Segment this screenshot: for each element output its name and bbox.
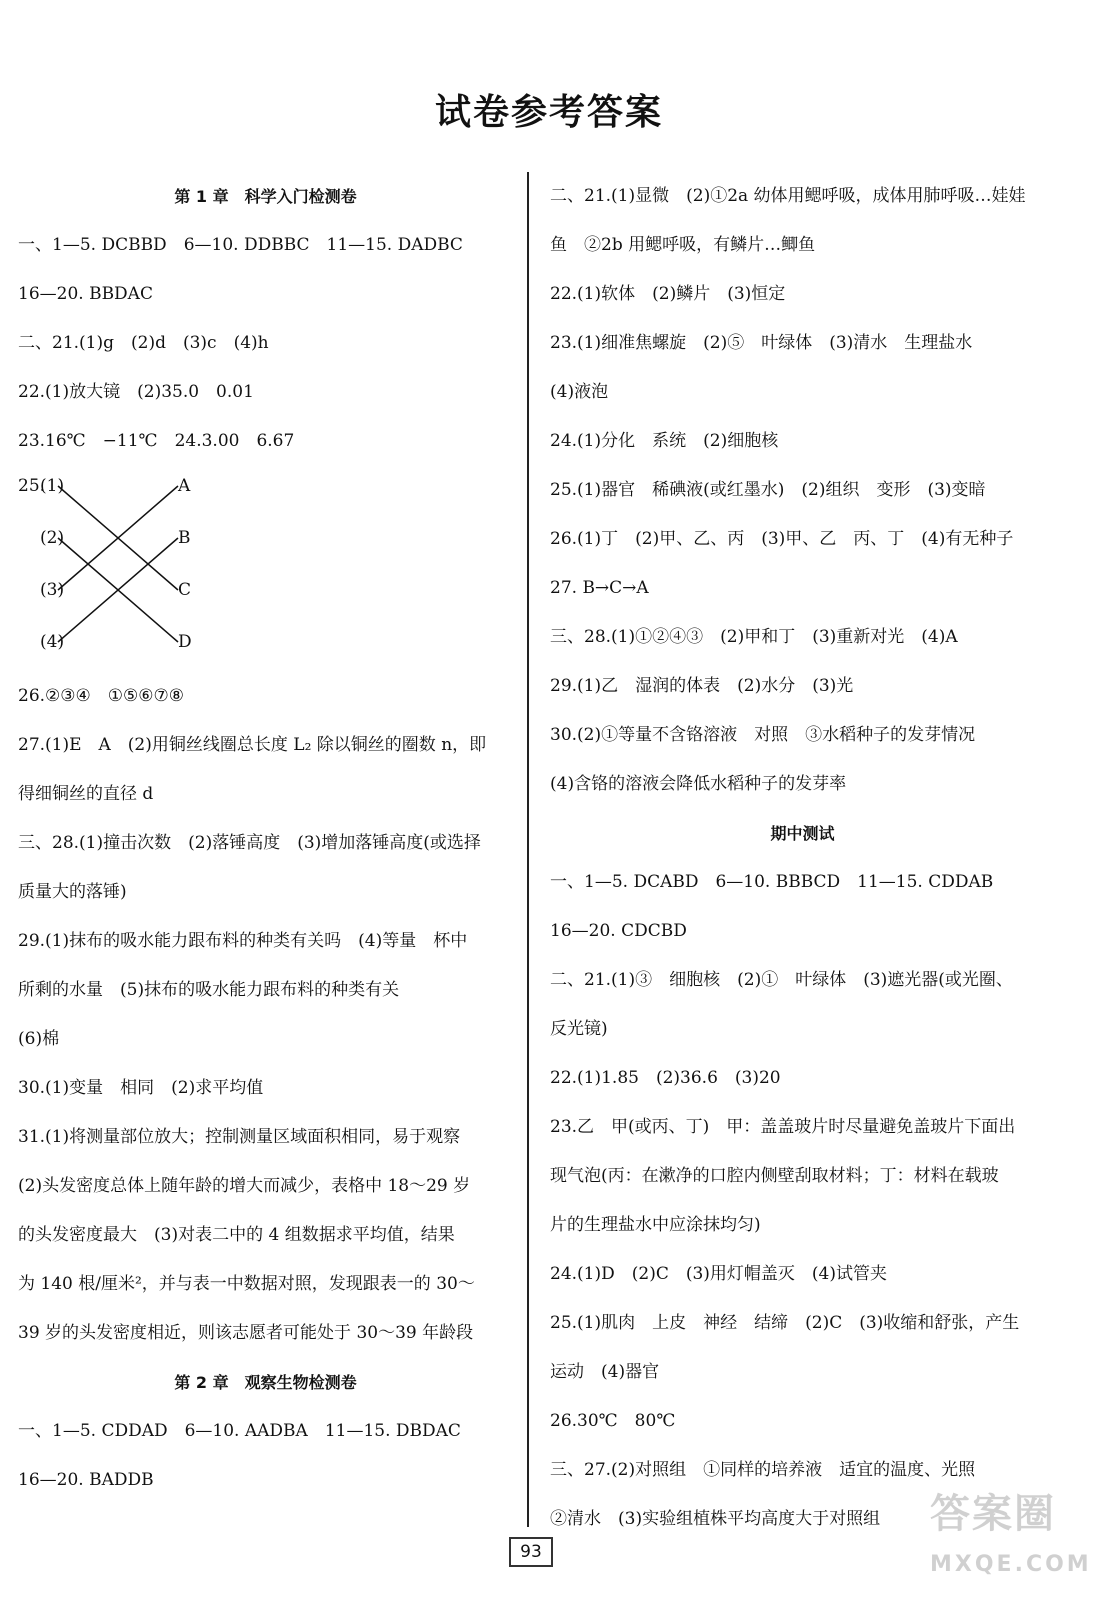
chapter-2-heading: 第 2 章 观察生物检测卷: [174, 1373, 357, 1392]
match-right-label: B: [178, 528, 191, 548]
answer-line: 片的生理盐水中应涂抹均匀): [550, 1215, 761, 1235]
watermark-text: 答案圈: [930, 1491, 1056, 1537]
answer-line: 16—20. BBDAC: [18, 284, 153, 304]
watermark-logo: [930, 1482, 1092, 1592]
answer-line: 的头发密度最大 (3)对表二中的 4 组数据求平均值，结果: [18, 1225, 455, 1245]
answer-line: (4)液泡: [550, 382, 609, 402]
answer-line: 16—20. BADDB: [18, 1470, 154, 1490]
answer-line: 一、1—5. DCABD 6—10. BBBCD 11—15. CDDAB: [550, 872, 994, 892]
answer-line: 质量大的落锤): [18, 882, 127, 902]
answer-line: 29.(1)抹布的吸水能力跟布料的种类有关吗 (4)等量 杯中: [18, 931, 468, 951]
answer-line: 30.(2)①等量不含铬溶液 对照 ③水稻种子的发芽情况: [550, 725, 976, 745]
match-right-label: C: [178, 580, 192, 600]
page-title: 试卷参考答案: [434, 92, 663, 133]
answer-line: (6)棉: [18, 1029, 60, 1049]
answer-line: 27. B→C→A: [550, 578, 649, 598]
answer-line: 23.(1)细准焦螺旋 (2)⑤ 叶绿体 (3)清水 生理盐水: [550, 333, 973, 353]
answer-line: ②清水 (3)实验组植株平均高度大于对照组: [550, 1509, 881, 1529]
answer-line: 为 140 根/厘米²，并与表一中数据对照，发现跟表一的 30～: [18, 1274, 475, 1294]
answer-line: 31.(1)将测量部位放大；控制测量区域面积相同，易于观察: [18, 1127, 461, 1147]
midterm-heading: 期中测试: [770, 824, 835, 843]
answer-line: 现气泡(丙：在漱净的口腔内侧壁刮取材料；丁：材料在载玻: [550, 1166, 999, 1186]
matching-diagram-q25: [18, 466, 513, 672]
answer-line: 16—20. CDCBD: [550, 921, 687, 941]
chapter-1-heading: 第 1 章 科学入门检测卷: [174, 187, 357, 206]
answer-line: 39 岁的头发密度相近，则该志愿者可能处于 30～39 年龄段: [18, 1323, 474, 1343]
answer-line: 一、1—5. CDDAD 6—10. AADBA 11—15. DBDAC: [18, 1421, 461, 1441]
column-divider: [527, 172, 529, 1527]
answer-line: 二、21.(1)③ 细胞核 (2)① 叶绿体 (3)遮光器(或光圈、: [550, 970, 1013, 990]
match-left-label: (4): [40, 632, 65, 652]
match-right-label: A: [178, 476, 191, 496]
question-number: 25.: [18, 476, 46, 496]
answer-line: 二、21.(1)g (2)d (3)c (4)h: [18, 333, 269, 353]
answer-line: 22.(1)软体 (2)鳞片 (3)恒定: [550, 284, 786, 304]
left-column: [18, 172, 513, 1505]
answer-line: 运动 (4)器官: [550, 1362, 660, 1382]
answer-line: 23.16℃ −11℃ 24.3.00 6.67: [18, 431, 295, 451]
match-left-label: (1): [40, 476, 65, 496]
answer-line: 27.(1)E A (2)用铜丝线圈总长度 L₂ 除以铜丝的圈数 n，即: [18, 735, 487, 755]
answer-line: 26.30℃ 80℃: [550, 1411, 676, 1431]
answer-line: 反光镜): [550, 1019, 608, 1039]
answer-line: 二、21.(1)显微 (2)①2a 幼体用鳃呼吸，成体用肺呼吸…娃娃: [550, 186, 1026, 206]
answer-line: 25.(1)肌肉 上皮 神经 结缔 (2)C (3)收缩和舒张，产生: [550, 1313, 1020, 1333]
match-left-label: (2): [40, 528, 65, 548]
answer-line: 26.(1)丁 (2)甲、乙、丙 (3)甲、乙 丙、丁 (4)有无种子: [550, 529, 1014, 549]
answer-line: 23.乙 甲(或丙、丁) 甲：盖盖玻片时尽量避免盖玻片下面出: [550, 1117, 1016, 1137]
answer-line: 24.(1)D (2)C (3)用灯帽盖灭 (4)试管夹: [550, 1264, 887, 1284]
answer-line: (2)头发密度总体上随年龄的增大而减少，表格中 18～29 岁: [18, 1176, 471, 1196]
match-left-label: (3): [40, 580, 65, 600]
watermark-url: MXQE.COM: [930, 1552, 1092, 1577]
answer-line: 一、1—5. DCBBD 6—10. DDBBC 11—15. DADBC: [18, 235, 463, 255]
answer-line: 三、28.(1)①②④③ (2)甲和丁 (3)重新对光 (4)A: [550, 627, 958, 647]
answer-line: 29.(1)乙 湿润的体表 (2)水分 (3)光: [550, 676, 854, 696]
answer-line: 三、27.(2)对照组 ①同样的培养液 适宜的温度、光照: [550, 1460, 976, 1480]
answer-line: 鱼 ②2b 用鳃呼吸，有鳞片…鲫鱼: [550, 235, 816, 255]
answer-line: 三、28.(1)撞击次数 (2)落锤高度 (3)增加落锤高度(或选择: [18, 833, 481, 853]
answer-line: 22.(1)放大镜 (2)35.0 0.01: [18, 382, 254, 402]
page-number: 93: [509, 1537, 553, 1567]
answer-line: 得细铜丝的直径 d: [18, 784, 154, 804]
answer-line: 22.(1)1.85 (2)36.6 (3)20: [550, 1068, 781, 1088]
answer-line: 24.(1)分化 系统 (2)细胞核: [550, 431, 779, 451]
answer-line: 30.(1)变量 相同 (2)求平均值: [18, 1078, 264, 1098]
answer-line: 所剩的水量 (5)抹布的吸水能力跟布料的种类有关: [18, 980, 400, 1000]
match-right-label: D: [178, 632, 192, 652]
answer-line: 26.②③④ ①⑤⑥⑦⑧: [18, 686, 184, 706]
right-column: [550, 172, 1055, 1544]
answer-line: (4)含铬的溶液会降低水稻种子的发芽率: [550, 774, 847, 794]
answer-line: 25.(1)器官 稀碘液(或红墨水) (2)组织 变形 (3)变暗: [550, 480, 986, 500]
